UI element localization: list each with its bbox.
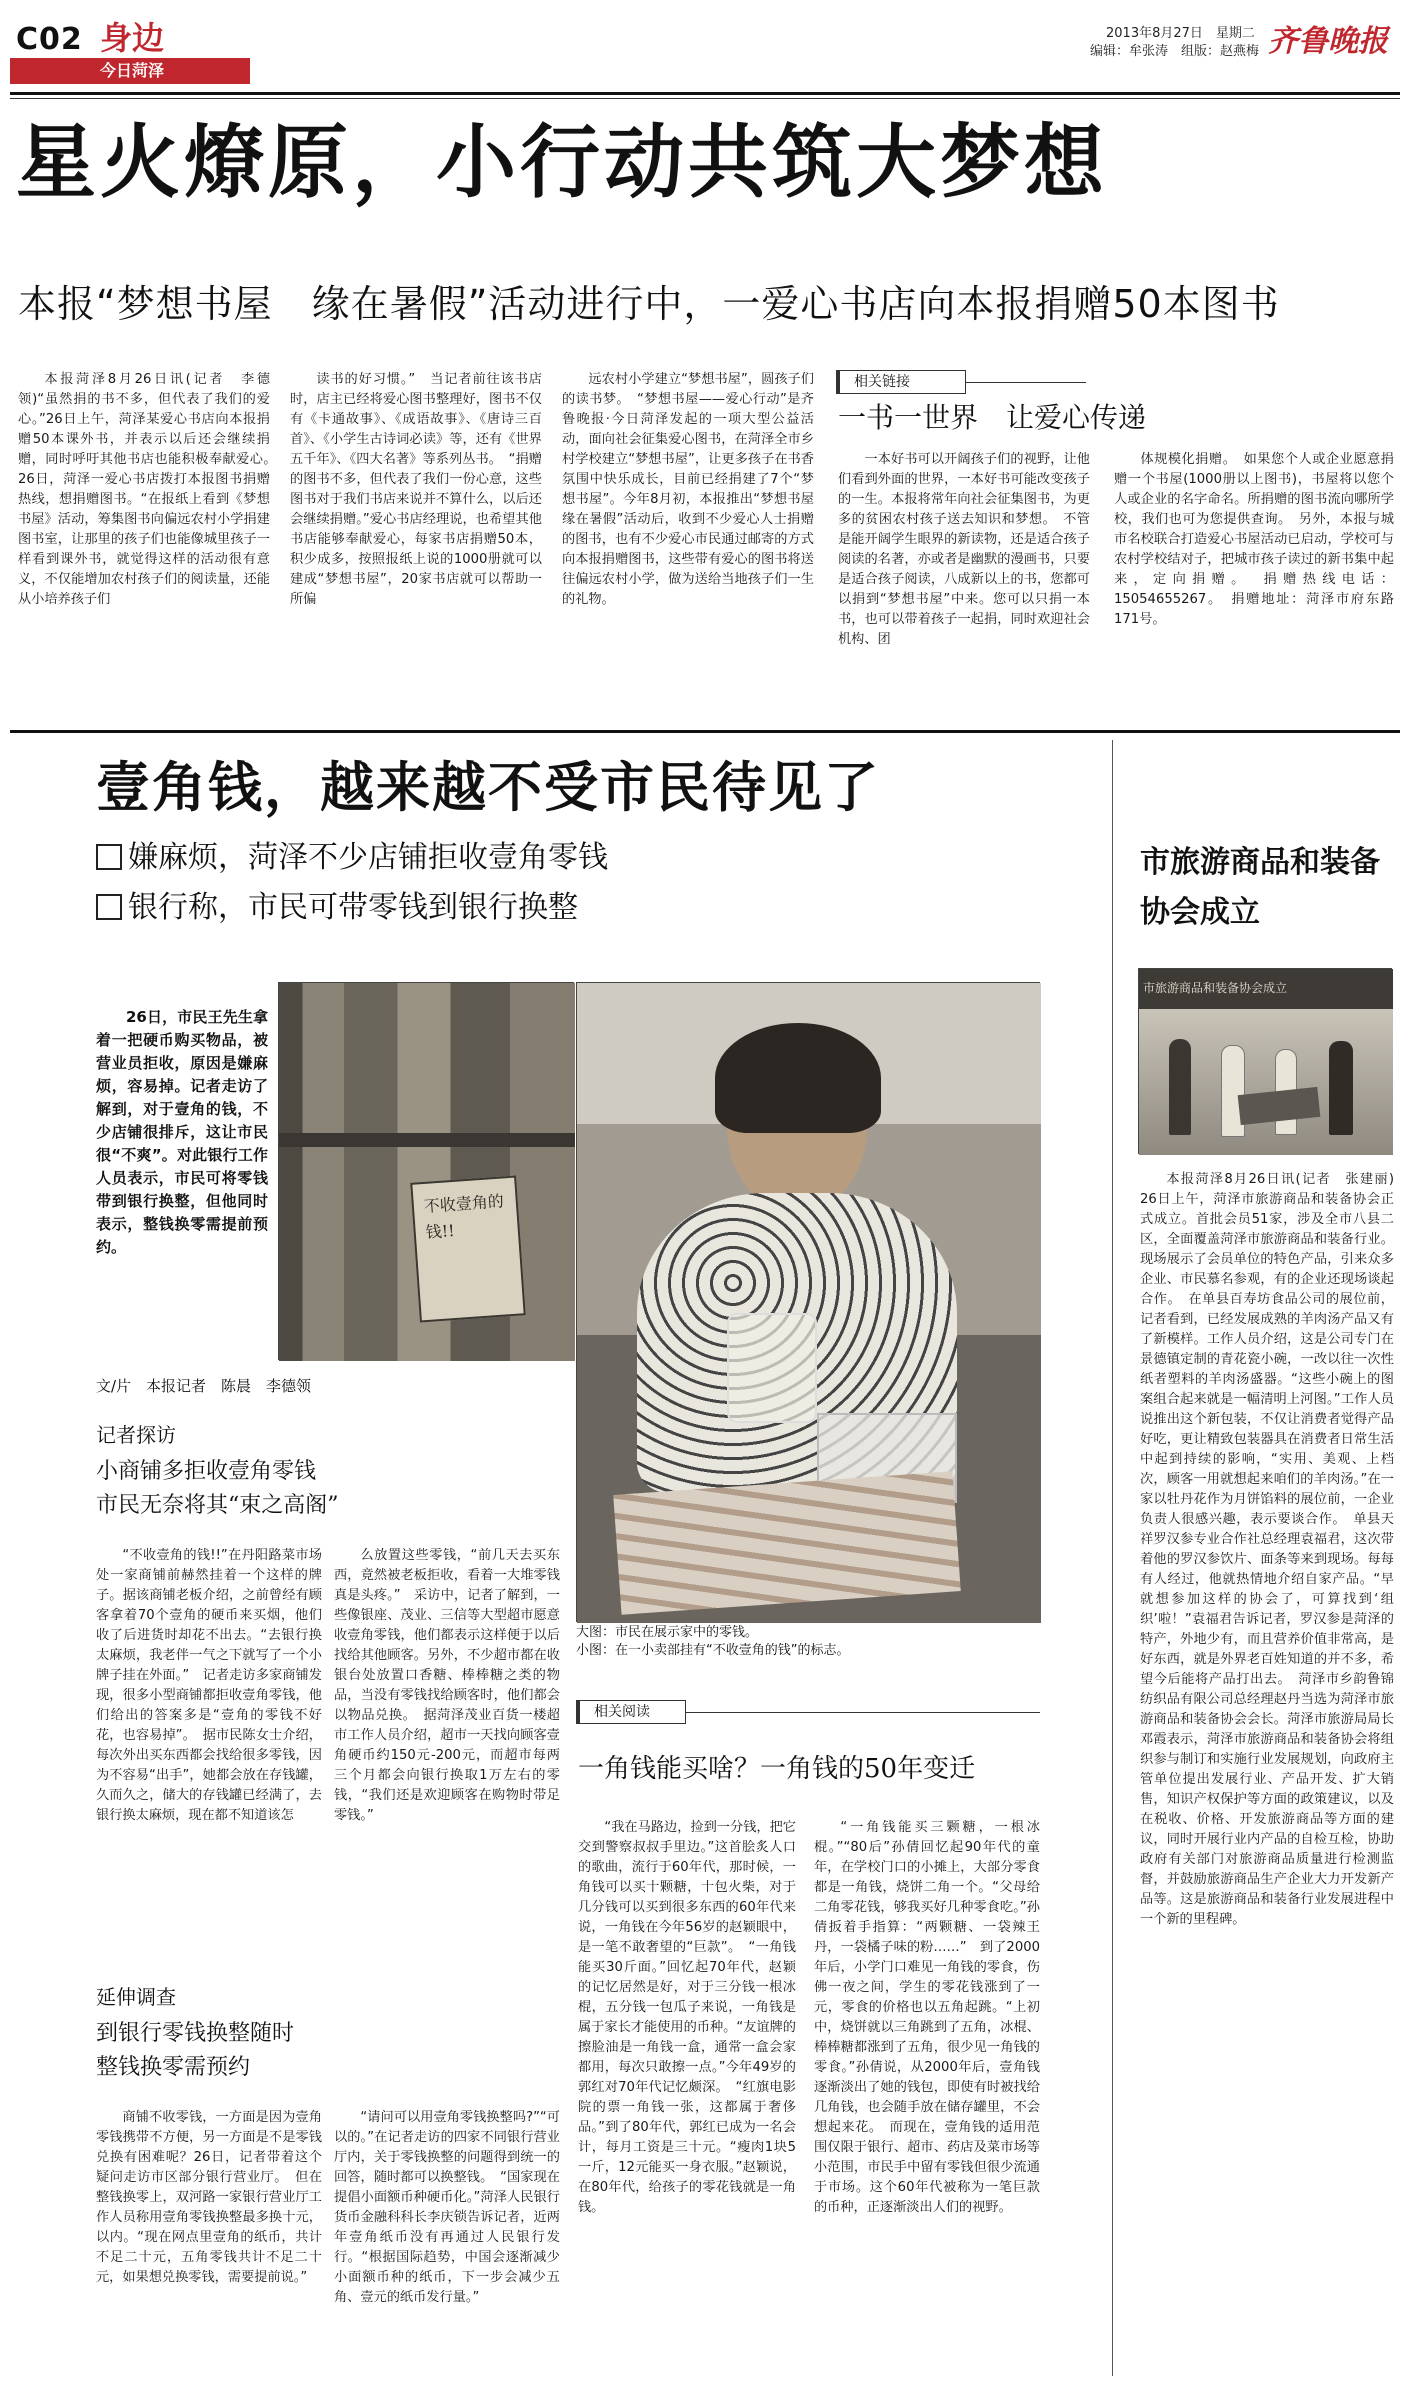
right-column-divider xyxy=(1112,740,1113,2376)
story2-intro xyxy=(96,1006,268,1306)
reading-column-2 xyxy=(814,1818,1040,2374)
story2-headline: 壹角钱，越来越不受市民待见了 xyxy=(96,755,880,819)
story2-subhead-2-text: 银行称，市民可带零钱到银行换整 xyxy=(128,890,578,925)
issue-date: 2013年8月27日 星期二 xyxy=(1106,26,1255,41)
reading-tag xyxy=(576,1700,686,1724)
reading-title: 一角钱能买啥？一角钱的50年变迁 xyxy=(578,1754,976,1784)
reading-tag-text: 相关阅读 xyxy=(594,1704,650,1720)
sub1-column-2 xyxy=(334,1546,560,1956)
reading-tag-rule xyxy=(686,1712,1040,1713)
photo-credit: 文/片 本报记者 陈晨 李德领 xyxy=(96,1377,312,1395)
brief-body xyxy=(1140,1170,1408,2376)
lead-divider xyxy=(10,730,1400,733)
newspaper-logo: 齐鲁晚报 xyxy=(1268,24,1388,59)
story2-intro-text: 26日，市民王先生拿着一把硬币购买物品，被营业员拒收，原因是嫌麻烦，容易掉。记者走访了解到，对于壹角的钱，不少店铺很排斥，这让市民很“不爽”。对此银行工作人员表示，市民可将零钱带到银行换整，但他同时表示，整钱换零需提前预约。 xyxy=(96,1008,268,1256)
sub2-column-1 xyxy=(96,2108,322,2374)
subsection-name: 今日菏泽 xyxy=(100,61,165,80)
photo-person-4 xyxy=(1329,1041,1353,1135)
checkbox-icon xyxy=(96,844,122,870)
related-col2-text: 体规模化捐赠。 如果您个人或企业愿意捐赠一个书屋(1000册以上图书)，书屋将以您个人或企业的名字命名。所捐赠的图书流向哪所学校，我们也可为您提供查询。 另外，本报与城市名校联合打造爱心书屋活动已启动，学校可与农村学校结对子，把城市孩子读过的新书集中起来，定向捐赠。 捐赠热线电话：15054655267。 捐赠地址：菏泽市府东路171号。 xyxy=(1114,452,1394,627)
editors: 编辑：牟张涛 组版：赵燕梅 xyxy=(1090,44,1260,59)
related-column-1 xyxy=(838,450,1090,700)
brief-body-text: 本报菏泽8月26日讯(记者 张建丽) 26日上午，菏泽市旅游商品和装备协会正式成立。首批会员51家，涉及全市八县二区，全面覆盖菏泽市旅游商品和装备行业。现场展示了会员单位的特色产品，引来众多企业、市民慕名参观，有的企业还现场谈起合作。 在单县百寿坊食品公司的展位前，记者看到，已经发展成熟的羊肉汤产品又有了新模样。工作人员介绍，这是公司专门在景德镇定制的青花瓷小碗，一改以往一次性纸者塑料的羊肉汤盛器。“这些小碗上的图案组合起来就是一幅清明上河图。”工作人员说推出这个新包装，不仅让消费者觉得产品好吃，更让精致包装器具在消费者日常生活中起到持续的影响，“实用、美观、上档次，顾客一用就想起来咱们的羊肉汤。”在一家以牡丹花作为月饼馅料的展位前，一企业负责人很感兴趣，表示要谈合作。 单县天祥罗汉参专业合作社总经理袁福君，这次带着他的罗汉参饮片、面条等来到现场。每每有人经过，他就热情地介绍自家产品。“早就想参加这样的协会了，可算找到‘组织’啦！”袁福君告诉记者，罗汉参是菏泽的特产，外地少有，而且营养价值非常高，是好东西，就是外界老百姓知道的并不多，希望今后能将产品打出去。 菏泽市乡韵鲁锦纺织品有限公司总经理赵丹当选为菏泽市旅游商品和装备协会会长。菏泽市旅游局局长邓霞表示，菏泽市旅游商品和装备协会将组织参与制订和实施行业发展规划，向政府主管单位提出发展行业、产品开发、扩大销售，知识产权保护等方面的政策建议，以及在税收、价格、开发旅游商品等方面的建议，同时开展行业内产品的自检互检，协助政府有关部门对旅游商品质量进行检测监督，并鼓励旅游商品生产企业大力开发新产品等。这是旅游商品和装备行业发展进程中一个新的里程碑。 xyxy=(1140,1172,1408,1927)
related-col1-text: 一本好书可以开阔孩子们的视野，让他们看到外面的世界，一本好书可能改变孩子的一生。本报将常年向社会征集图书，为更多的贫困农村孩子送去知识和梦想。 不管是能开阔学生眼界的新读物，还是适合孩子阅读的名著，亦或者是幽默的漫画书，只要是适合孩子阅读，八成新以上的书，您都可以捐到“梦想书屋”中来。您可以只捐一本书，也可以带着孩子一起捐，同时欢迎社会机构、团 xyxy=(838,452,1090,647)
photo-person-1 xyxy=(1169,1039,1191,1135)
related-title: 一书一世界 让爱心传递 xyxy=(838,401,1147,434)
section-name: 身边 xyxy=(100,19,165,57)
sub2-column-2 xyxy=(334,2108,560,2374)
sub1-col2-text: 么放置这些零钱，“前几天去买东西，竟然被老板拒收，看着一大堆零钱真是头疼。” 采访中，记者了解到，一些像银座、茂业、三信等大型超市愿意收壹角零钱，他们都表示这样便于以后找给其他顾客。另外，不少超市都在收银台处放置口香糖、棒棒糖之类的物品，当没有零钱找给顾客时，他们都会以物品兑换。 据菏泽茂业百货一楼超市工作人员介绍，超市一天找向顾客壹角硬币约150元-200元，而超市每两三个月都会向银行换取1万左右的零钱，“我们还是欢迎顾客在购物时带足零钱。” xyxy=(334,1548,560,1823)
photo-caption-1: 大图：市民在展示家中的零钱。 xyxy=(576,1625,759,1640)
related-tag xyxy=(836,370,966,394)
lead-col1-text: 本报菏泽8月26日讯(记者 李德领)“虽然捐的书不多，但代表了我们的爱心。”26日上午，菏泽某爱心书店向本报捐赠50本课外书，并表示以后还会继续捐赠，同时呼吁其他书店也能积极奉献爱心。 26日，菏泽一爱心书店拨打本报图书捐赠热线，想捐赠图书。“在报纸上看到《梦想书屋》活动，筹集图书向偏远农村小学捐建图书室，让那里的孩子们也能像城里孩子一样看到课外书，就觉得这样的活动很有意义，不仅能增加农村孩子们的阅读量，还能从小培养孩子们 xyxy=(18,372,284,607)
checkbox-icon xyxy=(96,894,122,920)
masthead-rule-thin xyxy=(10,98,1400,99)
sub2-col2-text: “请问可以用壹角零钱换整吗?”“可以的。”在记者走访的四家不同银行营业厅内，关于零钱换整的问题得到统一的回答，随时都可以换整钱。 “国家现在提倡小面额币种硬币化。”菏泽人民银行货币金融科科长李庆锁告诉记者，近两年壹角纸币没有再通过人民银行发行。“根据国际趋势，中国会逐渐减少小面额币种的纸币，下一步会减少五角、壹元的纸币发行量。” xyxy=(334,2110,560,2305)
kicker-reporter-visit: 记者探访 xyxy=(96,1423,176,1447)
brief-headline-a: 市旅游商品和装备 xyxy=(1140,845,1380,880)
lead-deck: 本报“梦想书屋 缘在暑假”活动进行中，一爱心书店向本报捐赠50本图书 xyxy=(18,282,1280,326)
lead-col2-text: 读书的好习惯。” 当记者前往该书店时，店主已经将爱心图书整理好，图书不仅有《卡通故事》、《成语故事》、《唐诗三百首》、《小学生古诗词必读》等，还有《世界五千年》、《四大名著》等系列丛书。 “捐赠的图书不多，但代表了我们一份心意，这些图书对于我们书店来说并不算什么，以后还会继续捐赠。”爱心书店经理说，也希望其他书店能够奉献爱心，每家书店捐赠50本，积少成多，按照报纸上说的1000册就可以建成“梦想书屋”，20家书店就可以帮助一所偏 xyxy=(290,372,542,607)
lead-col3-text: 远农村小学建立“梦想书屋”，圆孩子们的读书梦。 “梦想书屋——爱心行动”是齐鲁晚报·今日菏泽发起的一项大型公益活动，面向社会征集爱心图书，在菏泽全市乡村学校建立“梦想书屋”，让更多孩子在书香氛围中快乐成长，目前已经捐建了7个“梦想书屋”。今年8月初，本报推出“梦想书屋 缘在暑假”活动后，收到不少爱心人士捐赠的图书，也有不少爱心市民通过邮寄的方式向本报捐赠图书，这些带有爱心的图书将送往偏远农村小学，做为送给当地孩子们一生的礼物。 xyxy=(562,372,828,607)
photo-shelf xyxy=(279,1133,575,1147)
brief-headline-b: 协会成立 xyxy=(1140,895,1260,930)
sign-card-text: 不收壹角的钱!! xyxy=(423,1191,505,1242)
story2-subhead-1-text: 嫌麻烦，菏泽不少店铺拒收壹角零钱 xyxy=(128,840,608,875)
big-photo-coins xyxy=(576,982,1040,1622)
sub1-column-1 xyxy=(96,1546,322,1956)
sub1-title-b: 市民无奈将其“束之高阁” xyxy=(96,1493,339,1518)
related-tag-text: 相关链接 xyxy=(854,374,910,390)
sub2-title-a: 到银行零钱换整随时 xyxy=(96,2021,295,2046)
page-number: C02 xyxy=(16,22,83,57)
kicker-extended-survey: 延伸调查 xyxy=(96,1985,176,2009)
photo-banner-text: 市旅游商品和装备协会成立 xyxy=(1143,981,1288,995)
masthead xyxy=(0,0,1409,100)
lead-column-3 xyxy=(562,370,828,700)
photo-woman-hair xyxy=(715,1023,881,1133)
related-column-2 xyxy=(1114,450,1394,700)
photo-coin-jar xyxy=(727,1313,817,1423)
reading-col2-text: “一角钱能买三颗糖，一根冰棍。”“80后”孙倩回忆起90年代的童年，在学校门口的小摊上，大部分零食都是一角钱，烧饼二角一个。“父母给二角零花钱，够我买好几种零食吃。”孙倩扳着手指算：“两颗糖、一袋辣王丹，一袋橘子味的粉……” 到了2000年后，小学门口难见一角钱的零食，伤佛一夜之间，学生的零花钱涨到了一元，零食的价格也以五角起跳。“上初中，烧饼就以三角跳到了五角，冰棍、棒棒糖都涨到了五角，很少见一角钱的零食。”孙倩说，从2000年后，壹角钱逐渐淡出了她的钱包，即使有时被找给几角钱，也会随手放在储存罐里，不会想起来花。 而现在，壹角钱的适用范围仅限于银行、超市、药店及菜市场等小范围，市民手中留有零钱但很少流通于市场。这个60年代被称为一笔巨款的币种，正逐渐淡出人们的视野。 xyxy=(814,1820,1040,2215)
sub2-col1-text: 商铺不收零钱，一方面是因为壹角零钱携带不方便，另一方面是不是零钱兑换有困难呢？26日，记者带着这个疑问走访市区部分银行营业厅。 但在整钱换零上，双河路一家银行营业厅工作人员称用壹角零钱换整最多换十元，以内。“现在网点里壹角的纸币，共计不足二十元，五角零钱共计不足二十元，如果想兑换零钱，需要提前说。” xyxy=(96,2110,322,2285)
lead-column-1 xyxy=(18,370,284,700)
sign-card xyxy=(410,1175,526,1322)
photo-banknotes xyxy=(613,1471,961,1614)
photo-caption-2: 小图：在一小卖部挂有“不收壹角的钱”的标志。 xyxy=(576,1643,850,1658)
lead-headline: 星火燎原，小行动共筑大梦想 xyxy=(16,115,1108,209)
sub1-col1-text: “不收壹角的钱!!”在丹阳路菜市场处一家商铺前赫然挂着一个这样的牌子。据该商铺老板介绍，之前曾经有顾客拿着70个壹角的硬币来买烟，他们收了后进货时却花不出去。“去银行换太麻烦，我老伴一气之下就写了一个小牌子挂在外面。” 记者走访多家商铺发现，很多小型商铺都拒收壹角零钱，他们给出的答案多是“壹角的零钱不好花，也容易掉”。 据市民陈女士介绍，每次外出买东西都会找给很多零钱，因为不容易“出手”，她都会放在存钱罐，久而久之，储大的存钱罐已经满了，去银行换太麻烦，现在都不知道该怎 xyxy=(96,1548,322,1823)
story2-subhead-1 xyxy=(96,838,608,878)
related-tag-rule xyxy=(966,382,1086,383)
sub2-title-b: 整钱换零需预约 xyxy=(96,2055,251,2080)
brief-photo-ceremony xyxy=(1138,968,1392,1154)
lead-column-2 xyxy=(290,370,542,700)
small-photo-sign xyxy=(278,982,574,1360)
story2-subhead-2 xyxy=(96,888,578,928)
reading-column-1 xyxy=(578,1818,796,2374)
reading-col1-text: “我在马路边，捡到一分钱，把它交到警察叔叔手里边。”这首脍炙人口的歌曲，流行于60年代，那时候，一角钱可以买十颗糖，十包火柴，对于几分钱可以买到很多东西的60年代来说，一角钱在今年56岁的赵颖眼中，是一笔不敢奢望的“巨款”。 “一角钱能买30斤面。”回忆起70年代，赵颖的记忆居然是好，对于三分钱一根冰棍，五分钱一包瓜子来说，一角钱是属于家长才能使用的币种。“友谊牌的擦脸油是一角钱一盒，通常一盒会家都用，每次只敢擦一点。”今年49岁的郭红对70年代记忆颇深。 “红旗电影院的票一角钱一张，这都属于奢侈品。”到了80年代，郭红已成为一名会计，每月工资是三十元。“瘦肉1块5一斤，12元能买一身衣服。”赵颖说，在80年代，给孩子的零花钱就是一角钱。 xyxy=(578,1820,796,2215)
masthead-rule xyxy=(10,92,1400,95)
sub1-title-a: 小商铺多拒收壹角零钱 xyxy=(96,1459,317,1484)
